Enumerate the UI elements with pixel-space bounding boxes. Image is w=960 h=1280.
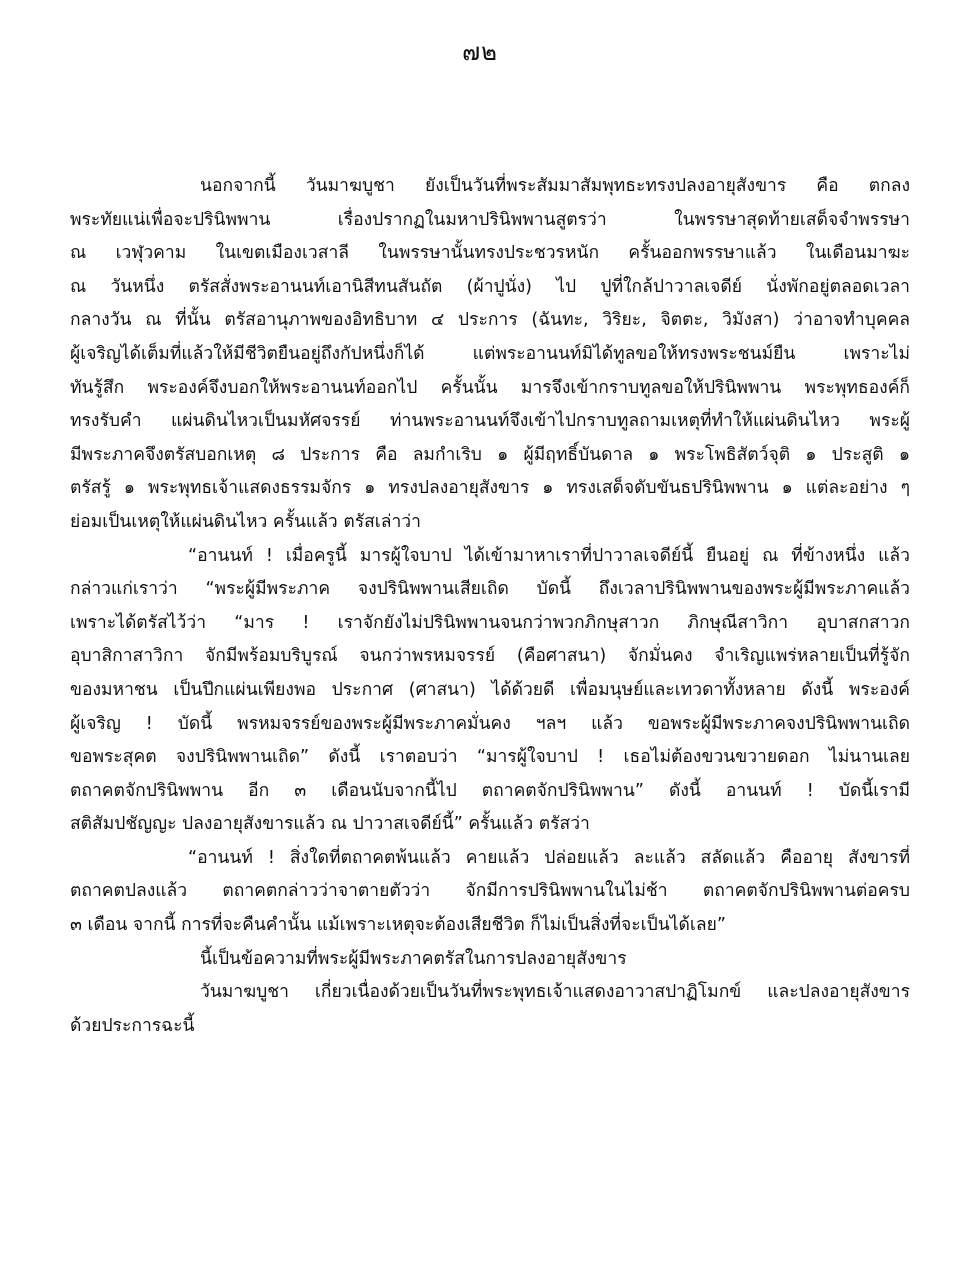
text-line: ด้วยประการฉะนี้ <box>70 1015 195 1036</box>
text-line: ผู้เจริญได้เต็มที่แล้วให้มีชีวิตยืนอยู่ถึงกัปหนึ่งก็ได้ แต่พระอานนท์มิได้ทูลขอให้ทรงพระชนม์ยืน เพราะไม่ <box>70 343 910 364</box>
text-line: ขอพระสุคต จงปรินิพพานเถิด” ดังนี้ เราตอบว่า “มารผู้ใจบาป ! เธอไม่ต้องขวนขวายดอก ไม่นานเลย <box>70 747 910 768</box>
text-line: เพราะได้ตรัสไว้ว่า “มาร ! เราจักยังไม่ปรินิพพานจนกว่าพวกภิกษุสาวก ภิกษุณีสาวิกา อุบาสกสาวก <box>70 612 910 633</box>
text-line: ตถาคตปลงแล้ว ตถาคตกล่าวว่าจาตายตัวว่า จักมีการปรินิพพานในไม่ช้า ตถาคตจักปรินิพพานต่อครบ <box>70 881 910 902</box>
text-line: ทันรู้สึก พระองค์จึงบอกให้พระอานนท์ออกไป ครั้นนั้น มารจึงเข้ากราบทูลขอให้ปรินิพพาน พระพุทธองค์ก็ <box>70 377 910 398</box>
text-line: นี้เป็นข้อความที่พระผู้มีพระภาคตรัสในการปลงอายุสังขาร <box>200 948 627 969</box>
text-line: ๓ เดือน จากนี้ การที่จะคืนคำนั้น แม้เพราะเหตุจะต้องเสียชีวิต ก็ไม่เป็นสิ่งที่จะเป็นได้เลย” <box>70 915 726 936</box>
text-line: ณ เวฬุวคาม ในเขตเมืองเวสาลี ในพรรษานั้นทรงประชวรหนัก ครั้นออกพรรษาแล้ว ในเดือนมาฆะ <box>70 243 910 264</box>
text-line: ของมหาชน เป็นปึกแผ่นเพียงพอ ประกาศ (ศาสนา) ได้ด้วยดี เพื่อมนุษย์และเทวดาทั้งหลาย ดังนี้ พระองค์ <box>70 679 910 700</box>
text-line: นอกจากนี้ วันมาฆบูชา ยังเป็นวันที่พระสัมมาสัมพุทธะทรงปลงอายุสังขาร คือ ตกลง <box>200 176 910 196</box>
text-line: วันมาฆบูชา เกี่ยวเนื่องด้วยเป็นวันที่พระพุทธเจ้าแสดงอาวาสปาฏิโมกข์ และปลงอายุสังขาร <box>200 982 910 1003</box>
text-line: กลางวัน ณ ที่นั้น ตรัสอานุภาพของอิทธิบาท ๔ ประการ (ฉันทะ, วิริยะ, จิตตะ, วิมังสา) ว่าอาจทำบุคคล <box>70 310 910 331</box>
text-line: ย่อมเป็นเหตุให้แผ่นดินไหว ครั้นแล้ว ตรัสเล่าว่า <box>70 511 421 532</box>
text-line: พระทัยแน่เพื่อจะปรินิพพาน เรื่องปรากฏในมหาปรินิพพานสูตรว่า ในพรรษาสุดท้ายเสด็จจำพรรษา <box>70 209 910 230</box>
text-line: ทรงรับคำ แผ่นดินไหวเป็นมหัศจรรย์ ท่านพระอานนท์จึงเข้าไปกราบทูลถามเหตุที่ทำให้แผ่นดินไหว พระผู้ <box>70 411 910 432</box>
text-line: อุบาสิกาสาวิกา จักมีพร้อมบริบูรณ์ จนกว่าพรหมจรรย์ (คือศาสนา) จักมั่นคง จำเริญแพร่หลายเป็นที่รู้จัก <box>70 646 910 667</box>
body-text <box>70 170 910 1043</box>
text-line: กล่าวแก่เราว่า “พระผู้มีพระภาค จงปรินิพพานเสียเถิด บัดนี้ ถึงเวลาปรินิพพานของพระผู้มีพระภาคแล้ว <box>70 579 910 600</box>
text-line: มีพระภาคจึงตรัสบอกเหตุ ๘ ประการ คือ ลมกำเริบ ๑ ผู้มีฤทธิ์บันดาล ๑ พระโพธิสัตว์จุติ ๑ ประสูติ ๑ <box>70 444 910 465</box>
page-number: ๗๒ <box>462 38 498 66</box>
text-line: “อานนท์ ! สิ่งใดที่ตถาคตพ้นแล้ว คายแล้ว ปล่อยแล้ว ละแล้ว สลัดแล้ว คืออายุ สังขารที่ <box>188 847 910 868</box>
text-line: “อานนท์ ! เมื่อครูนี้ มารผู้ใจบาป ได้เข้ามาหาเราที่ปาวาลเจดีย์นี้ ยืนอยู่ ณ ที่ข้างหนึ่ง แล้ว <box>188 545 910 566</box>
text-line: ณ วันหนึ่ง ตรัสสั่งพระอานนท์เอานิสีทนสันถัต (ผ้าปูนั่ง) ไป ปูที่ใกล้ปาวาลเจดีย์ นั่งพักอยู่ตลอดเวลา <box>70 276 910 297</box>
text-line: ตรัสรู้ ๑ พระพุทธเจ้าแสดงธรรมจักร ๑ ทรงปลงอายุสังขาร ๑ ทรงเสด็จดับขันธปรินิพพาน ๑ แต่ละอย่าง ๆ <box>70 478 910 499</box>
text-line: ตถาคตจักปรินิพพาน อีก ๓ เดือนนับจากนี้ไป ตถาคตจักปรินิพพาน” ดังนี้ อานนท์ ! บัดนี้เรามี <box>70 780 910 801</box>
text-line: สติสัมปชัญญะ ปลงอายุสังขารแล้ว ณ ปาวาสเจดีย์นี้” ครั้นแล้ว ตรัสว่า <box>70 814 590 835</box>
text-line: ผู้เจริญ ! บัดนี้ พรหมจรรย์ของพระผู้มีพระภาคมั่นคง ฯลฯ แล้ว ขอพระผู้มีพระภาคจงปรินิพพานเถิด <box>70 713 910 734</box>
